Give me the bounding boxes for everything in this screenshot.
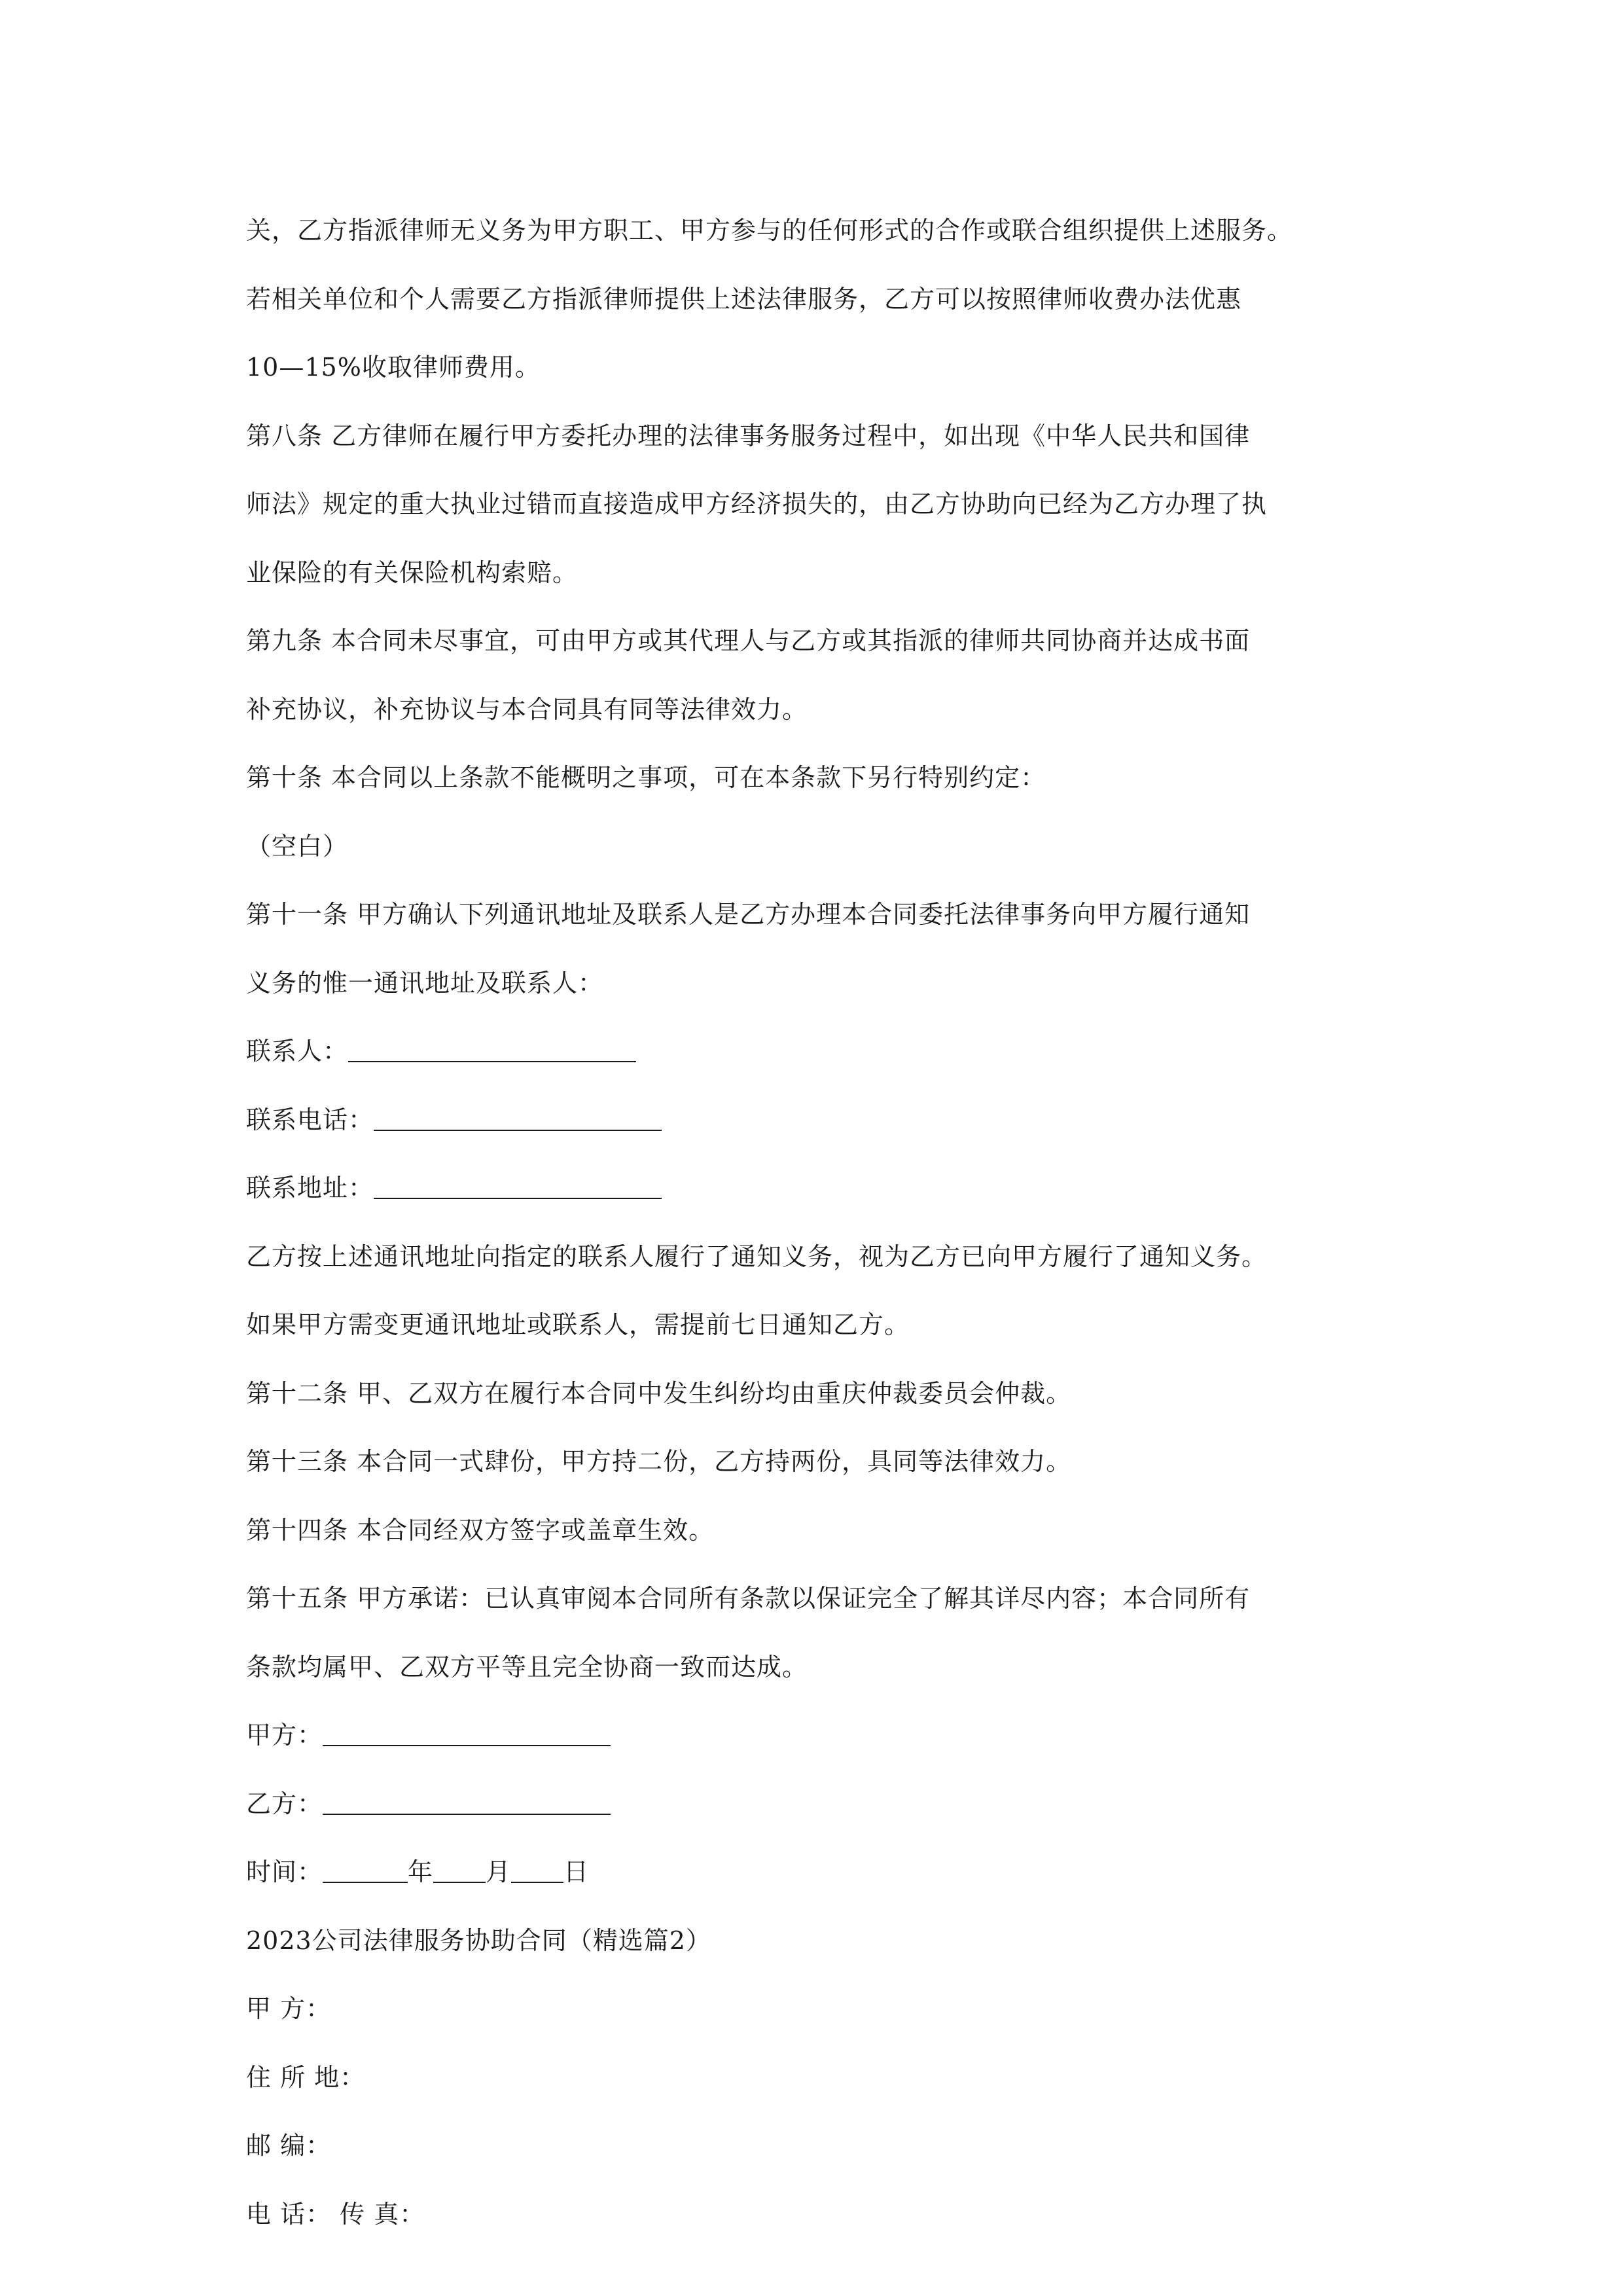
clause-14-line: 第十四条 本合同经双方签字或盖章生效。 xyxy=(246,1515,715,1545)
text-line: 师法》规定的重大执业过错而直接造成甲方经济损失的，由乙方协助向已经为乙方办理了执 xyxy=(246,490,1268,518)
next-phone-fax-row: 电 话： 传 真： xyxy=(246,2199,425,2229)
text-line: 条款均属甲、乙双方平等且完全协商一致而达成。 xyxy=(246,1652,808,1681)
text-line: 乙方按上述通讯地址向指定的联系人履行了通知义务，视为乙方已向甲方履行了通知义务。 xyxy=(246,1242,1268,1271)
contact-person-blank[interactable] xyxy=(348,1032,636,1062)
day-blank[interactable] xyxy=(511,1853,563,1883)
text-line: 业保险的有关保险机构索赔。 xyxy=(246,558,579,587)
party-a-signature-row xyxy=(246,1701,1411,1770)
contact-address-row xyxy=(246,1154,1411,1223)
document-body xyxy=(246,196,1411,2248)
text-line: 义务的惟一通讯地址及联系人： xyxy=(246,968,604,997)
blank-note: （空白） xyxy=(246,831,349,861)
text-line: 关，乙方指派律师无义务为甲方职工、甲方参与的任何形式的合作或联合组织提供上述服务。 xyxy=(246,216,1293,245)
party-b-blank[interactable] xyxy=(323,1785,611,1815)
contact-address-label: 联系地址： xyxy=(246,1174,374,1202)
contact-phone-label: 联系电话： xyxy=(246,1105,374,1134)
month-blank[interactable] xyxy=(433,1853,486,1883)
next-contract-title: 2023公司法律服务协助合同（精选篇2） xyxy=(246,1926,711,1955)
party-b-signature-row xyxy=(246,1770,1411,1839)
clause-12-line: 第十二条 甲、乙双方在履行本合同中发生纠纷均由重庆仲裁委员会仲裁。 xyxy=(246,1378,1072,1408)
text-line: 若相关单位和个人需要乙方指派律师提供上述法律服务，乙方可以按照律师收费办法优惠 xyxy=(246,284,1242,314)
contact-phone-row xyxy=(246,1086,1411,1155)
party-a-blank[interactable] xyxy=(323,1716,611,1746)
contact-person-label: 联系人： xyxy=(246,1037,349,1066)
clause-15-line: 第十五条 甲方承诺：已认真审阅本合同所有条款以保证完全了解其详尽内容；本合同所有 xyxy=(246,1584,1251,1613)
text-line: 补充协议，补充协议与本合同具有同等法律效力。 xyxy=(246,694,808,724)
contact-address-blank[interactable] xyxy=(374,1169,662,1199)
clause-9-line: 第九条 本合同未尽事宜，可由甲方或其代理人与乙方或其指派的律师共同协商并达成书面 xyxy=(246,626,1251,655)
contact-phone-blank[interactable] xyxy=(374,1101,662,1131)
text-line: 10—15%收取律师费用。 xyxy=(246,353,541,382)
clause-10-line: 第十条 本合同以上条款不能概明之事项，可在本条款下另行特别约定： xyxy=(246,763,1046,792)
clause-11-line: 第十一条 甲方确认下列通讯地址及联系人是乙方办理本合同委托法律事务向甲方履行通知 xyxy=(246,900,1251,929)
next-address-row: 住 所 地： xyxy=(246,2062,366,2092)
contact-person-row xyxy=(246,1017,1411,1086)
year-label: 年 xyxy=(408,1857,434,1886)
month-label: 月 xyxy=(486,1857,512,1886)
year-blank[interactable] xyxy=(323,1853,408,1883)
text-line: 如果甲方需变更通讯地址或联系人，需提前七日通知乙方。 xyxy=(246,1310,910,1339)
next-party-a-row: 甲 方： xyxy=(246,1994,332,2023)
time-label: 时间： xyxy=(246,1857,323,1886)
party-a-label: 甲方： xyxy=(246,1721,323,1749)
date-row xyxy=(246,1838,1411,1907)
party-b-label: 乙方： xyxy=(246,1789,323,1818)
day-label: 日 xyxy=(563,1857,590,1886)
clause-13-line: 第十三条 本合同一式肆份，甲方持二份，乙方持两份，具同等法律效力。 xyxy=(246,1447,1072,1476)
next-postcode-row: 邮 编： xyxy=(246,2131,332,2160)
clause-8-line: 第八条 乙方律师在履行甲方委托办理的法律事务服务过程中，如出现《中华人民共和国律 xyxy=(246,421,1251,450)
